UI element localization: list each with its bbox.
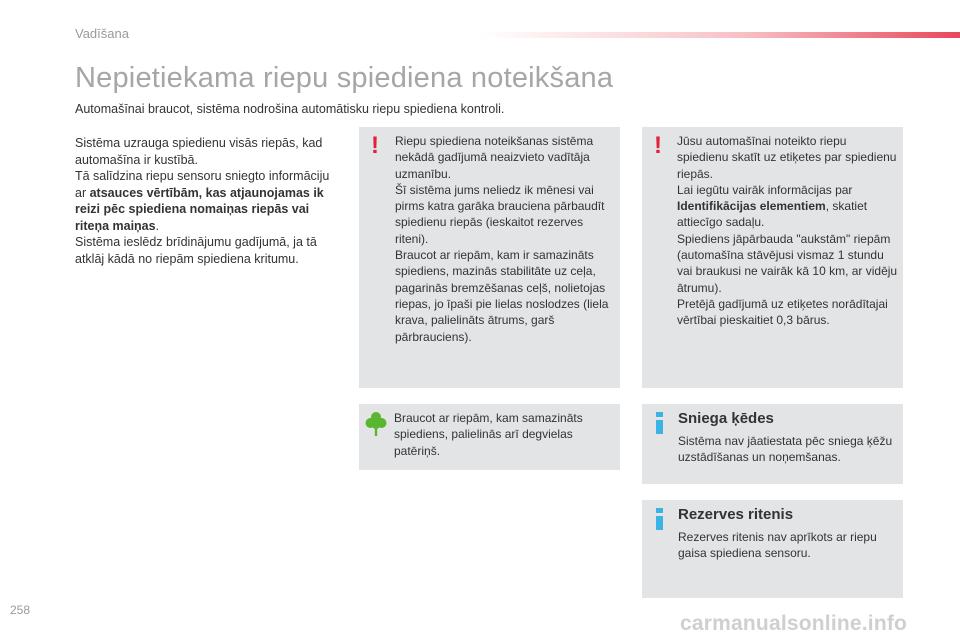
snow-chains-content (678, 410, 893, 466)
snow-chains-box (642, 404, 903, 484)
section-label: Vadīšana (75, 26, 129, 41)
eco-note-text: Braucot ar riepām, kam samazināts spiediens, palielinās arī degvielas patēriņš. (394, 411, 583, 458)
spare-wheel-content (678, 506, 893, 562)
header-stripe (480, 32, 960, 38)
intro-text: Automašīnai braucot, sistēma nodrošina automātisku riepu spiediena kontroli. (75, 102, 505, 116)
warning-icon: ! (654, 132, 662, 159)
spare-wheel-title: Rezerves ritenis (678, 506, 794, 523)
spare-wheel-text: Rezerves ritenis nav aprīkots ar riepu gaisa spiediena sensoru. (678, 530, 877, 561)
spare-wheel-box (642, 500, 903, 598)
paragraph-monitoring: Sistēma uzrauga spiedienu visās riepās, kad automašīna ir kustībā. (75, 136, 323, 167)
warning-icon: ! (371, 132, 379, 159)
info-icon (653, 412, 667, 436)
paragraph-alert: Sistēma ieslēdz brīdinājumu gadījumā, ja tā atklāj kādā no riepām spiediena kritumu. (75, 235, 317, 266)
main-text-column (75, 135, 340, 267)
info-icon (653, 508, 667, 532)
paragraph-comparison: Tā salīdzina riepu sensoru sniegto informāciju ar atsauces vērtībām, kas atjaunojamas ik reizi pēc spiediena nomaiņas riepās vai riteņa maiņas. (75, 169, 330, 233)
warning-box-driver-attention (359, 127, 620, 388)
eco-note-box (359, 404, 620, 470)
warning-box-tyre-pressure (642, 127, 903, 388)
page-number: 258 (10, 603, 31, 617)
warning-box-text: Riepu spiediena noteikšanas sistēma nekādā gadījumā neaizvieto vadītāja uzmanību. Šī sistēma jums neliedz ik mēnesi vai pirms katra garāka brauciena pārbaudīt spiedienu riepās (ieskaitot rezerves riteni). Braucot ar riepām, kam ir samazināts spiediens, mazinās stabilitāte uz ceļa, pagarinās bremzēšanas ceļš, nolietojas riepas, jo īpaši pie lielas noslodzes (liela krava, palielināts ātrums, garš pārbrauciens). (395, 134, 609, 344)
warning-box-text: Jūsu automašīnai noteikto riepu spiedienu skatīt uz etiķetes par spiedienu riepās. Lai iegūtu vairāk informācijas par Identifikācijas elementiem, skatiet attiecīgo sadaļu. Spiediens jāpārbauda "aukstām" riepām (automašīna stāvējusi vismaz 1 stundu vai braukusi ne vairāk kā 10 km, ar vidēju ātrumu). Pretējā gadījumā uz etiķetes norādītajai vērtībai pieskaitiet 0,3 bārus. (677, 134, 898, 328)
watermark: carmanualsonline.info (680, 612, 908, 635)
snow-chains-title: Sniega ķēdes (678, 410, 774, 427)
page-title: Nepietiekama riepu spiediena noteikšana (75, 62, 614, 94)
eco-leaf-icon (365, 411, 387, 437)
snow-chains-text: Sistēma nav jāatiestata pēc sniega ķēžu uzstādīšanas un noņemšanas. (678, 434, 893, 465)
